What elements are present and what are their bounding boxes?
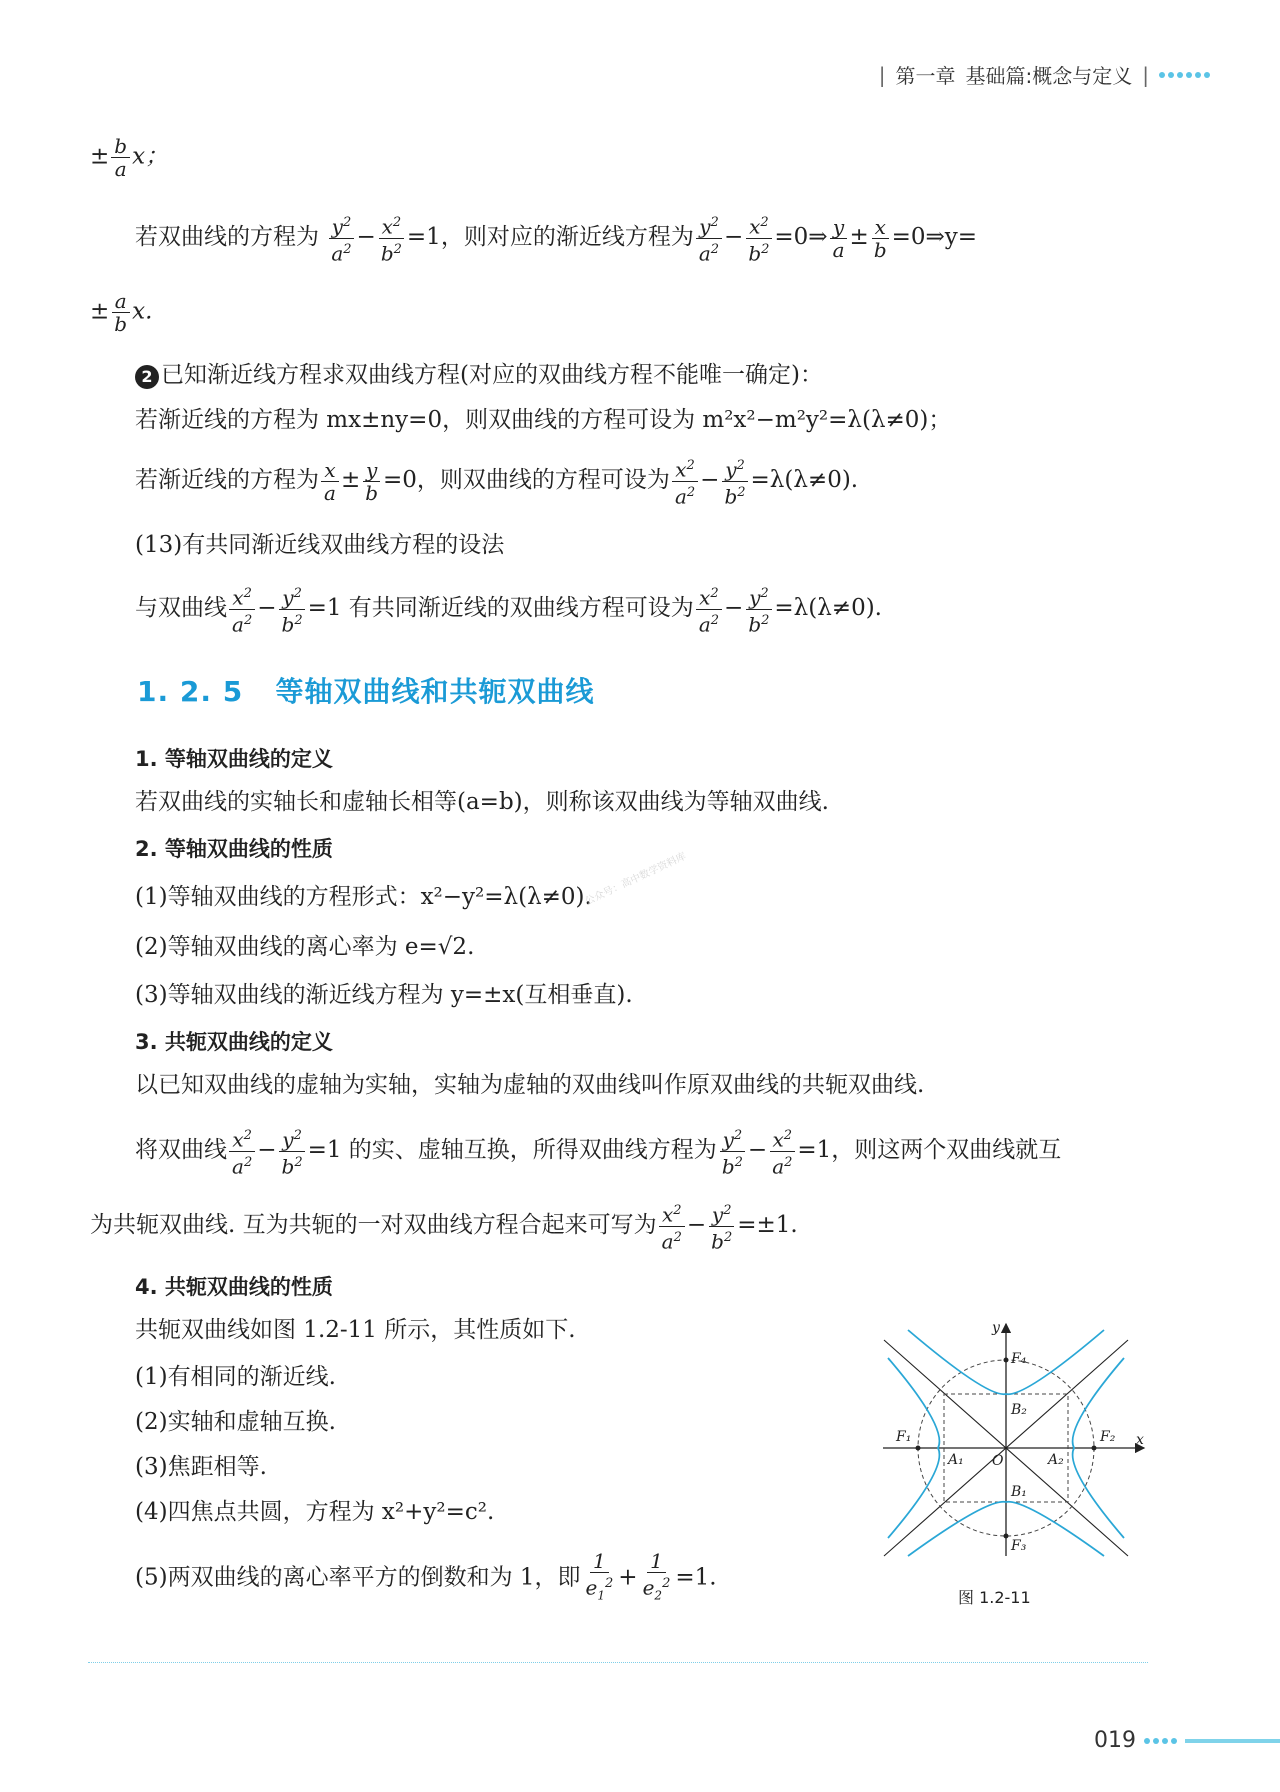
footer-rule xyxy=(1185,1739,1280,1743)
paragraph-8: 共轭双曲线如图 1.2-11 所示，其性质如下. xyxy=(135,1317,576,1343)
chapter-label: 第一章 xyxy=(895,64,956,88)
formula-line-6: 若渐近线的方程为 $\frac{x}{a}$ ± $\frac{y}{b}$ =0，则双曲线的方程可设为 $\frac{x^2}{a^2}$ − $\frac{y^2}{b^2}$ =λ(λ≠0). xyxy=(135,455,858,507)
paragraph-1: 若双曲线的实轴长和虚轴长相等(a=b)，则称该双曲线为等轴双曲线. xyxy=(135,789,829,815)
focus-point-F2 xyxy=(1092,1446,1097,1451)
watermark-text: 公众号：高中数学资料库 xyxy=(583,851,689,908)
section-heading: 1. 2. 5 等轴双曲线和共轭双曲线 xyxy=(137,675,595,708)
label-F3: F₃ xyxy=(1011,1538,1027,1554)
formula-line-p6: 将双曲线 $\frac{x^2}{a^2}$ − $\frac{y^2}{b^2}$ =1 的实、虚轴互换，所得双曲线方程为 $\frac{y^2}{b^2}$ − $\frac{x^2}{a^2}$ =1，则这两个双曲线就互 xyxy=(135,1125,1061,1177)
formula-line-3: ± $\frac{a}{b}$ x. xyxy=(90,289,153,336)
label-A1: A₁ xyxy=(948,1452,964,1468)
page-footer xyxy=(1094,1728,1280,1753)
label-B2: B₂ xyxy=(1011,1402,1027,1418)
chapter-title: 基础篇:概念与定义 xyxy=(965,64,1133,88)
paragraph-10: (2)实轴和虚轴互换. xyxy=(135,1409,336,1435)
figure-caption: 图 1.2-11 xyxy=(958,1588,1031,1607)
label-y: y xyxy=(992,1320,1000,1336)
subheading-3: 3. 共轭双曲线的定义 xyxy=(135,1030,333,1054)
label-A2: A₂ xyxy=(1048,1452,1064,1468)
page-number: 019 xyxy=(1094,1728,1136,1753)
paragraph-3: (2)等轴双曲线的离心率为 e=√2. xyxy=(135,934,475,960)
subheading-4: 4. 共轭双曲线的性质 xyxy=(135,1275,333,1299)
header-dots xyxy=(1159,72,1210,78)
subheading-1: 1. 等轴双曲线的定义 xyxy=(135,747,333,771)
label-F1: F₁ xyxy=(896,1429,912,1445)
focus-point-F3 xyxy=(1004,1534,1009,1539)
footer-dots xyxy=(1144,1738,1177,1744)
focus-point-F4 xyxy=(1004,1358,1009,1363)
formula-line-2: 若双曲线的方程为 $\frac{y^2}{a^2}$ − $\frac{x^2}{b^2}$ =1，则对应的渐近线方程为 $\frac{y^2}{a^2}$ − $\frac{x^2}{b^2}$ =0⇒ $\frac{y}{a}$ ± $\frac{x}{b}$ =0⇒y= xyxy=(135,212,977,264)
formula-line-p13: (5)两双曲线的离心率平方的倒数和为 1，即 $\frac{1}{e_1^2}$ + $\frac{1}{e_2^2}$ =1. xyxy=(135,1549,717,1603)
body-line-5: 若渐近线的方程为 mx±ny=0，则双曲线的方程可设为 m²x²−m²y²=λ(λ≠0)； xyxy=(135,407,952,433)
paragraph-11: (3)焦距相等. xyxy=(135,1454,267,1480)
label-F4: F₄ xyxy=(1011,1351,1027,1367)
label-B1: B₁ xyxy=(1011,1484,1027,1500)
body-line-7: (13)有共同渐近线双曲线方程的设法 xyxy=(135,532,505,558)
bottom-divider xyxy=(88,1662,1148,1663)
focus-point-F1 xyxy=(916,1446,921,1451)
subpoint-2: 2 已知渐近线方程求双曲线方程(对应的双曲线方程不能唯一确定)： xyxy=(135,358,823,392)
paragraph-2: (1)等轴双曲线的方程形式：x²−y²=λ(λ≠0). xyxy=(135,884,592,910)
conjugate-hyperbola-figure xyxy=(878,1318,1150,1558)
paragraph-9: (1)有相同的渐近线. xyxy=(135,1364,336,1390)
running-header: | 第一章 基础篇:概念与定义 | xyxy=(879,60,1210,89)
label-F2: F₂ xyxy=(1100,1429,1116,1445)
label-origin: O xyxy=(992,1453,1004,1469)
paragraph-5: 以已知双曲线的虚轴为实轴，实轴为虚轴的双曲线叫作原双曲线的共轭双曲线. xyxy=(135,1072,925,1098)
formula-line-1: ± $\frac{b}{a}$ x； xyxy=(90,134,169,181)
paragraph-4: (3)等轴双曲线的渐近线方程为 y=±x(互相垂直). xyxy=(135,982,633,1008)
formula-line-8: 与双曲线 $\frac{x^2}{a^2}$ − $\frac{y^2}{b^2}$ =1 有共同渐近线的双曲线方程可设为 $\frac{x^2}{a^2}$ − $\frac{y^2}{b^2}$ =λ(λ≠0). xyxy=(135,583,882,635)
formula-line-p7: 为共轭双曲线. 互为共轭的一对双曲线方程合起来可写为 $\frac{x^2}{a^2}$ − $\frac{y^2}{b^2}$ =±1. xyxy=(90,1200,798,1252)
paragraph-12: (4)四焦点共圆，方程为 x²+y²=c². xyxy=(135,1499,495,1525)
subheading-2: 2. 等轴双曲线的性质 xyxy=(135,837,333,861)
label-x: x xyxy=(1136,1432,1144,1448)
